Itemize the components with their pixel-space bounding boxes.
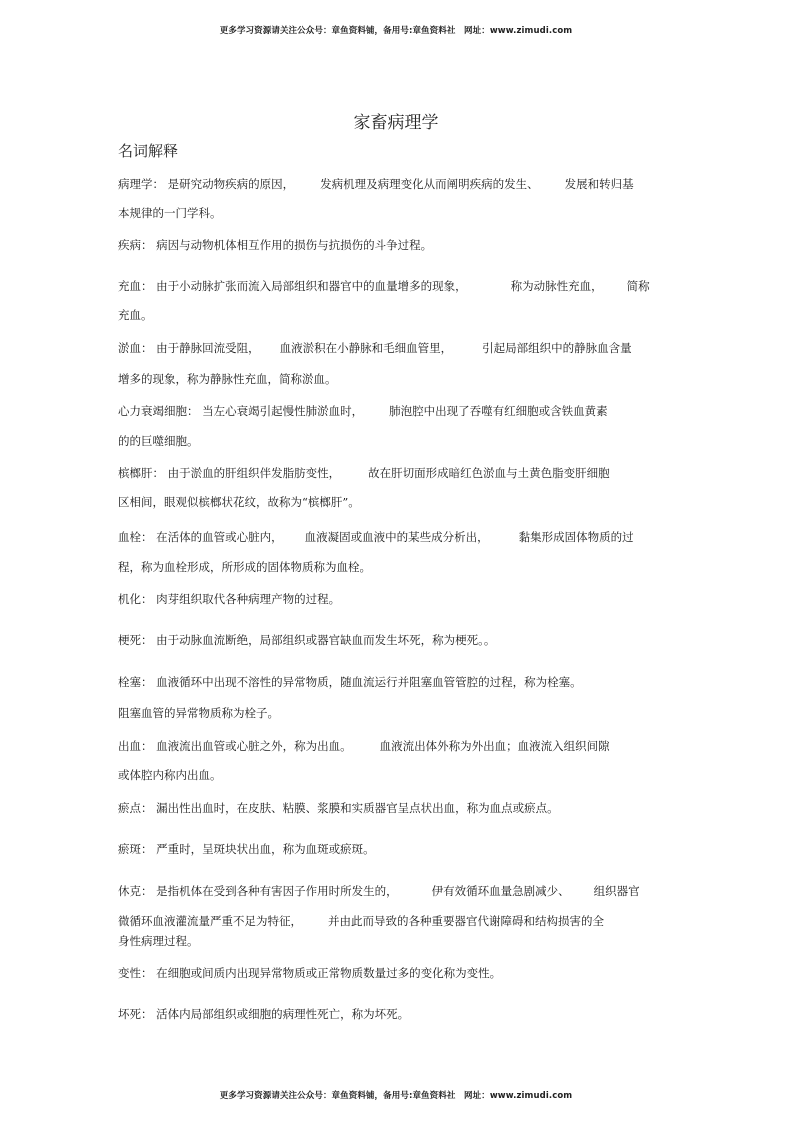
text-fragment: 机化： 肉芽组织取代各种病理产物的过程。 xyxy=(118,592,341,606)
text-fragment: 发病机理及病理变化从而阐明疾病的发生、 xyxy=(320,177,539,191)
text-fragment: 发展和转归基 xyxy=(564,177,634,191)
text-fragment: 增多的现象，称为静脉性充血，简称淤血。 xyxy=(118,372,337,386)
text-fragment: 简称 xyxy=(626,279,650,293)
text-fragment: 伊有效循环血量急剧减少、 xyxy=(431,884,570,898)
text-fragment: 血液淤积在小静脉和毛细血管里， xyxy=(279,341,453,355)
text-line xyxy=(118,177,674,191)
text-fragment: 血栓： 在活体的血管或心脏内， xyxy=(118,530,283,544)
text-fragment: 程，称为血栓形成，所形成的固体物质称为血栓。 xyxy=(118,560,371,574)
text-line xyxy=(118,279,674,293)
text-fragment: 微循环血液灌流量严重不足为特征， xyxy=(118,914,302,928)
text-line xyxy=(118,706,674,720)
text-fragment: 心力衰竭细胞： 当左心衰竭引起慢性肺淤血时， xyxy=(118,404,364,418)
text-line xyxy=(118,466,674,480)
text-line xyxy=(118,884,674,898)
text-line xyxy=(118,308,674,322)
section-heading: 名词解释 xyxy=(118,142,179,160)
text-fragment: 区相间，眼观似槟榔状花纹，故称为“槟榔肝”。 xyxy=(118,495,360,509)
text-fragment: 并由此而导致的各种重要器官代谢障碍和结构损害的全 xyxy=(328,914,604,928)
text-line xyxy=(118,966,674,980)
text-line xyxy=(118,560,674,574)
text-fragment: 梗死： 由于动脉血流断绝，局部组织或器官缺血而发生坏死，称为梗死。。 xyxy=(118,633,496,647)
text-fragment: 阻塞血管的异常物质称为栓子。 xyxy=(118,706,279,720)
text-fragment: 血液凝固或血液中的某些成分析出， xyxy=(304,530,489,544)
text-fragment: 出血： 血液流出血管或心脏之外，称为出血。 xyxy=(118,739,352,753)
text-fragment: 疾病： 病因与动物机体相互作用的损伤与抗损伤的斗争过程。 xyxy=(118,238,433,252)
text-fragment: 黏集形成固体物质的过 xyxy=(518,530,634,544)
page-header: 更多学习资源请关注公众号：章鱼资料铺，备用号:章鱼资料社 网址：www.zimudi.com xyxy=(219,26,573,36)
text-line xyxy=(118,592,674,606)
text-fragment: 变性： 在细胞或间质内出现异常物质或正常物质数量过多的变化称为变性。 xyxy=(118,966,502,980)
text-line xyxy=(118,675,674,689)
text-fragment: 充血： 由于小动脉扩张而流入局部组织和器官中的血量增多的现象， xyxy=(118,279,467,293)
text-line xyxy=(118,739,674,753)
text-fragment: 槟榔肝： 由于淤血的肝组织伴发脂肪变性， xyxy=(118,466,341,480)
text-fragment: 或体腔内称内出血。 xyxy=(118,768,222,782)
text-line xyxy=(118,495,674,509)
text-line xyxy=(118,1007,674,1021)
text-fragment: 故在肝切面形成暗红色淤血与土黄色脂变肝细胞 xyxy=(368,466,610,480)
text-fragment: 栓塞： 血液循环中出现不溶性的异常物质，随血流运行并阻塞血管管腔的过程，称为栓塞。 xyxy=(118,675,582,689)
text-line xyxy=(118,206,674,220)
text-line xyxy=(118,341,674,355)
text-fragment: 病理学： 是研究动物疾病的原因， xyxy=(118,177,295,191)
page-footer: 更多学习资源请关注公众号：章鱼资料铺，备用号:章鱼资料社 网址：www.zimudi.com xyxy=(219,1091,573,1101)
text-fragment: 淤血： 由于静脉回流受阻， xyxy=(118,341,260,355)
text-line xyxy=(118,842,674,856)
text-line xyxy=(118,633,674,647)
text-fragment: 引起局部组织中的静脉血含量 xyxy=(482,341,632,355)
text-fragment: 充血。 xyxy=(118,308,153,322)
text-fragment: 瘀斑： 严重时，呈斑块状出血，称为血斑或瘀斑。 xyxy=(118,842,375,856)
document-title: 家畜病理学 xyxy=(353,113,439,133)
text-fragment: 瘀点： 漏出性出血时，在皮肤、粘膜、浆膜和实质器官呈点状出血，称为血点或瘀点。 xyxy=(118,801,559,815)
text-fragment: 血液流出体外称为外出血；血液流入组织间隙 xyxy=(379,739,610,753)
text-fragment: 坏死： 活体内局部组织或细胞的病理性死亡，称为坏死。 xyxy=(118,1007,410,1021)
text-fragment: 本规律的一门学科。 xyxy=(118,206,222,220)
text-line xyxy=(118,372,674,386)
text-line xyxy=(118,768,674,782)
text-fragment: 称为动脉性充血， xyxy=(510,279,603,293)
text-line xyxy=(118,530,674,544)
text-fragment: 身性病理过程。 xyxy=(118,934,199,948)
text-fragment: 休克： 是指机体在受到各种有害因子作用时所发生的， xyxy=(118,884,398,898)
text-fragment: 的的巨噬细胞。 xyxy=(118,434,199,448)
text-line xyxy=(118,434,674,448)
text-line xyxy=(118,801,674,815)
text-line xyxy=(118,914,674,928)
text-line xyxy=(118,404,674,418)
text-fragment: 组织器官 xyxy=(593,884,640,898)
text-line xyxy=(118,934,674,948)
text-line xyxy=(118,238,674,252)
text-fragment: 肺泡腔中出现了吞噬有红细胞或含铁血黄素 xyxy=(389,404,608,418)
